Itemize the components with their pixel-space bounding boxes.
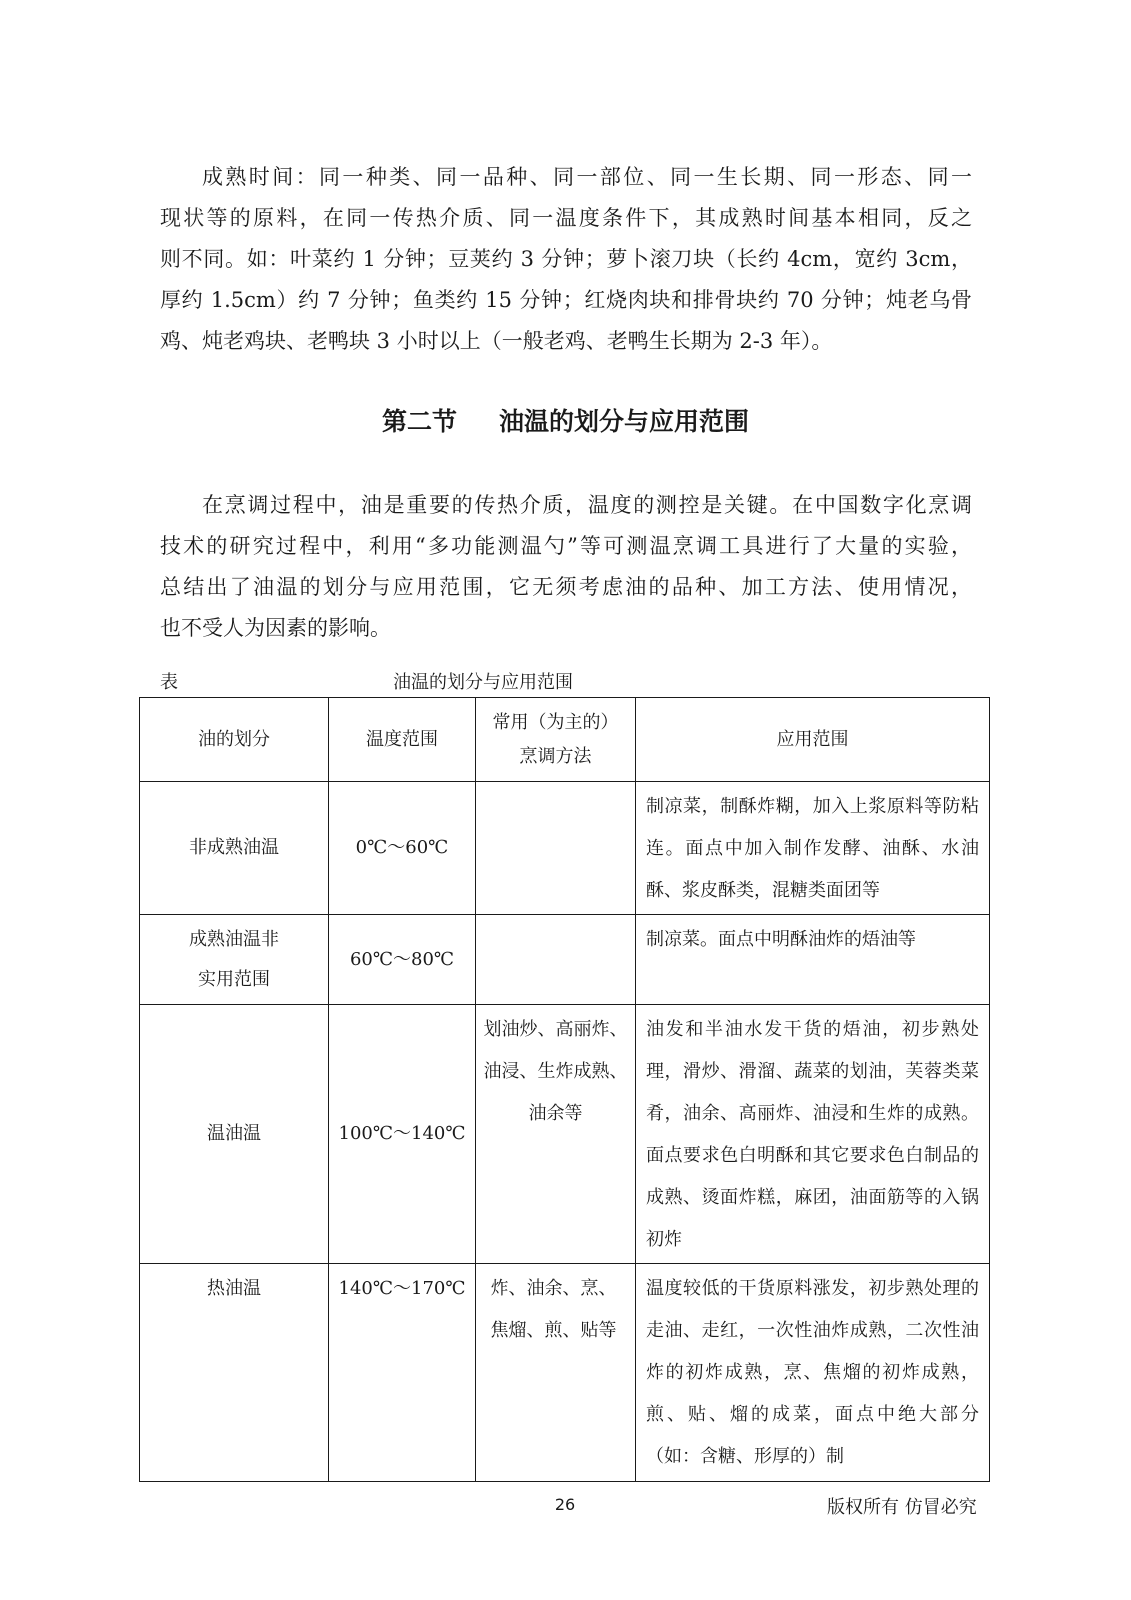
header-application: 应用范围 [636, 698, 990, 782]
table-row [140, 915, 990, 1005]
cell-division: 温油温 [140, 1005, 329, 1264]
oil-temperature-table [139, 697, 990, 1482]
table-row [140, 1264, 990, 1482]
paragraph-cooking-time [160, 157, 972, 362]
cell-application: 油发和半油水发干货的焐油，初步熟处理，滑炒、滑溜、蔬菜的划油，芙蓉类菜肴，油余、高丽炸、油浸和生炸的成熟。面点要求色白明酥和其它要求色白制品的成熟、烫面炸糕，麻团，油面筋等的入锅初炸 [636, 1005, 990, 1264]
cell-temp-range: 60℃～80℃ [329, 915, 476, 1005]
cell-methods [476, 915, 636, 1005]
cell-application: 制凉菜，制酥炸糊，加入上浆原料等防粘连。面点中加入制作发酵、油酥、水油酥、浆皮酥类，混糖类面团等 [636, 782, 990, 915]
cell-division: 成熟油温非实用范围 [140, 915, 329, 1005]
section-title: 油温的划分与应用范围 [499, 407, 750, 436]
table-header-row [140, 698, 990, 782]
paragraph-line: 现状等的原料，在同一传热介质、同一温度条件下，其成熟时间基本相同，反之 [160, 206, 972, 230]
paragraph-line: 技术的研究过程中，利用“多功能测温勺”等可测温烹调工具进行了大量的实验， [160, 534, 972, 558]
header-division: 油的划分 [140, 698, 329, 782]
cell-methods [476, 782, 636, 915]
cell-methods: 炸、油余、烹、焦熘、煎、贴等 [476, 1264, 636, 1482]
copyright-notice: 版权所有 仿冒必究 [827, 1497, 977, 1518]
paragraph-line: 鸡、炖老鸡块、老鸭块 3 小时以上（一般老鸡、老鸭生长期为 2-3 年）。 [160, 329, 833, 353]
cell-application: 制凉菜。面点中明酥油炸的焐油等 [636, 915, 990, 1005]
paragraph-line: 成熟时间：同一种类、同一品种、同一部位、同一生长期、同一形态、同一 [202, 165, 972, 189]
cell-application: 温度较低的干货原料涨发，初步熟处理的走油、走红，一次性油炸成熟，二次性油炸的初炸成熟，烹、焦熘的初炸成熟，煎、贴、熘的成菜，面点中绝大部分（如：含糖、形厚的）制 [636, 1264, 990, 1482]
paragraph-line: 厚约 1.5cm）约 7 分钟；鱼类约 15 分钟；红烧肉块和排骨块约 70 分钟；炖老乌骨 [160, 288, 972, 312]
section-number: 第二节 [381, 407, 457, 436]
table-row [140, 1005, 990, 1264]
table-row [140, 782, 990, 915]
paragraph-line: 也不受人为因素的影响。 [160, 616, 391, 640]
cell-temp-range: 100℃～140℃ [329, 1005, 476, 1264]
paragraph-line: 在烹调过程中，油是重要的传热介质，温度的测控是关键。在中国数字化烹调 [202, 493, 972, 517]
paragraph-line: 则不同。如：叶菜约 1 分钟；豆荚约 3 分钟；萝卜滚刀块（长约 4cm，宽约 3cm， [160, 247, 972, 271]
cell-temp-range: 140℃～170℃ [329, 1264, 476, 1482]
cell-temp-range: 0℃～60℃ [329, 782, 476, 915]
page-number: 26 [554, 1495, 576, 1514]
cell-division: 热油温 [140, 1264, 329, 1482]
paragraph-oil-temperature-intro [160, 485, 972, 649]
table-caption-label: 表 [160, 672, 178, 693]
section-heading [0, 402, 1131, 438]
paragraph-line: 总结出了油温的划分与应用范围，它无须考虑油的品种、加工方法、使用情况， [160, 575, 972, 599]
table-caption-title: 油温的划分与应用范围 [393, 672, 573, 693]
header-temp-range: 温度范围 [329, 698, 476, 782]
header-methods: 常用（为主的）烹调方法 [476, 698, 636, 782]
cell-methods: 划油炒、高丽炸、油浸、生炸成熟、油余等 [476, 1005, 636, 1264]
cell-division: 非成熟油温 [140, 782, 329, 915]
